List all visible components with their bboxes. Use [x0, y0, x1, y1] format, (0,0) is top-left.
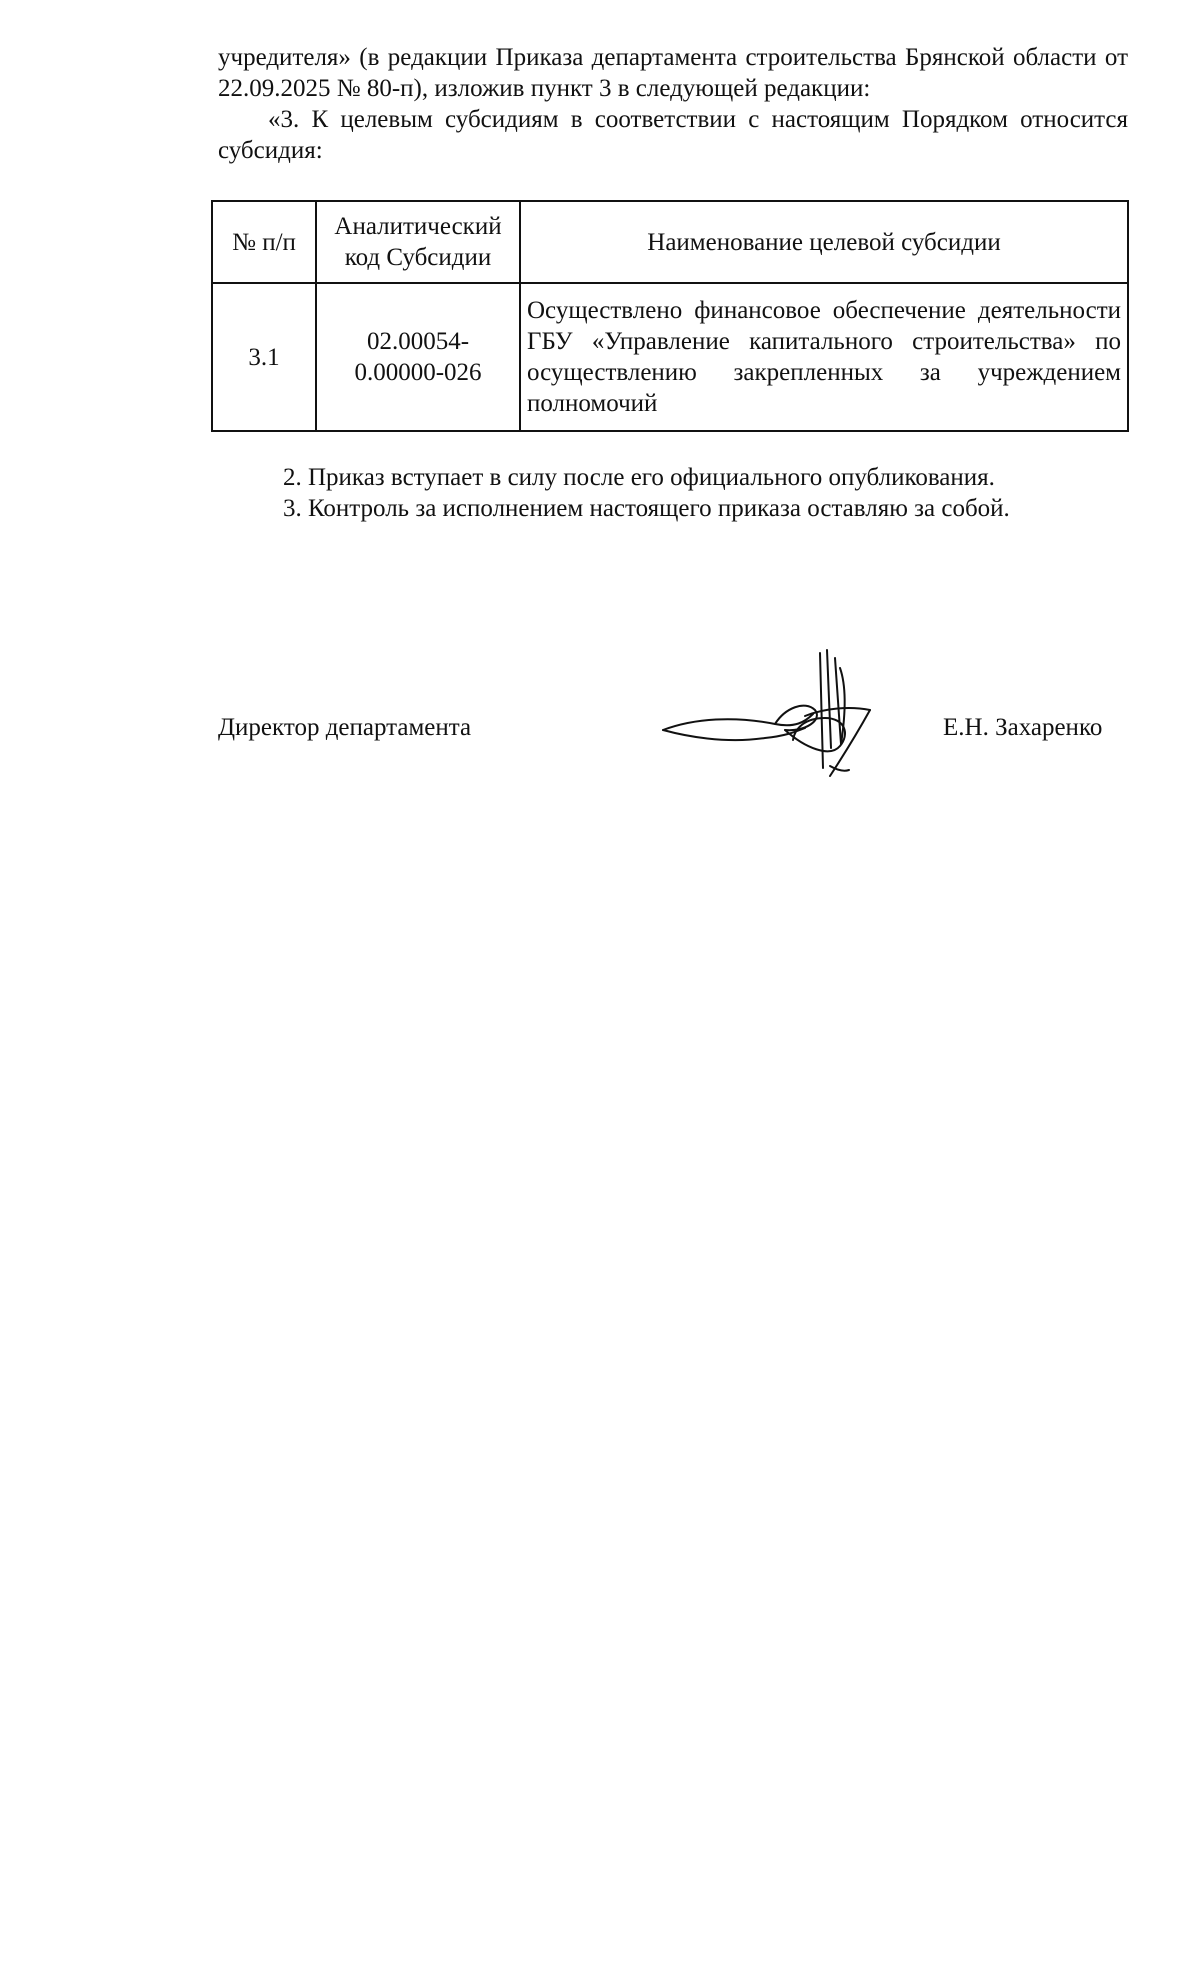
row-name: Осуществлено финансовое обеспечение деятельности ГБУ «Управление капитального строительства» по осуществлению закрепленных за учреждением полномочий [520, 283, 1128, 431]
signatory-name: Е.Н. Захаренко [943, 714, 1103, 741]
row-code: 02.00054-0.00000-026 [316, 283, 520, 431]
intro-text [218, 42, 1128, 166]
header-code: Аналитический код Субсидии [316, 201, 520, 283]
item-3: 3. Контроль за исполнением настоящего приказа оставляю за собой. [283, 495, 1010, 522]
header-num: № п/п [212, 201, 316, 283]
intro-paragraph-2: «3. К целевым субсидиям в соответствии с настоящим Порядком относится субсидия: [218, 106, 1128, 164]
item-2: 2. Приказ вступает в силу после его официального опубликования. [283, 464, 995, 491]
table-header-row [212, 201, 1128, 283]
subsidy-table [211, 200, 1129, 432]
intro-paragraph-1: учредителя» (в редакции Приказа департамента строительства Брянской области от 22.09.2025 № 80-п), изложив пункт 3 в следующей редакции: [218, 44, 1128, 102]
header-name: Наименование целевой субсидии [520, 201, 1128, 283]
table-row [212, 283, 1128, 431]
row-num: 3.1 [212, 283, 316, 431]
handwritten-signature [655, 648, 875, 783]
signatory-title: Директор департамента [218, 714, 472, 741]
closing-items [283, 462, 1143, 524]
